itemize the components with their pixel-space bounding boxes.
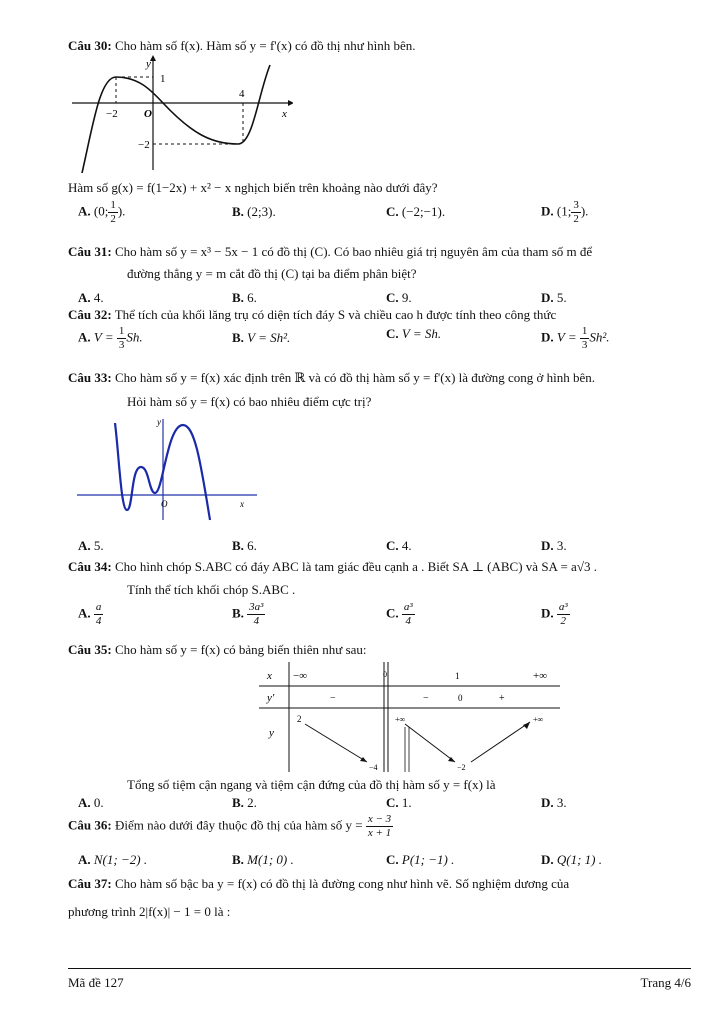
option-text: 3.: [556, 795, 567, 810]
option-text: 4.: [401, 538, 412, 553]
table-yp-sign: 0: [458, 693, 463, 703]
option-letter: C.: [386, 204, 399, 219]
option-letter: B.: [232, 290, 244, 305]
q34-option-c[interactable]: [386, 602, 415, 627]
option-letter: A.: [78, 605, 91, 621]
option-letter: A.: [78, 290, 91, 305]
option-text: 3.: [556, 538, 567, 553]
q35-variation-table: [255, 662, 565, 774]
table-yp-label: y': [267, 692, 275, 704]
q36-fraction: [366, 814, 393, 839]
numerator: 3: [573, 199, 579, 211]
option-pre: V =: [93, 329, 117, 345]
q34-option-a[interactable]: [78, 602, 103, 627]
q36-text: Điểm nào dưới đây thuộc đồ thị của hàm số y =: [114, 817, 363, 833]
q35-question: Tổng số tiệm cận ngang và tiệm cận đứng của đồ thị hàm số y = f(x) là: [127, 777, 496, 792]
numerator: a³: [558, 601, 568, 613]
option-letter: C.: [386, 326, 399, 341]
q36-label: Câu 36:: [68, 817, 112, 833]
option-letter: C.: [386, 795, 399, 810]
fraction: [108, 200, 118, 225]
q31-label: Câu 31:: [68, 244, 112, 259]
table-yp-sign: −: [330, 693, 336, 704]
table-y-val: −2: [457, 763, 466, 772]
option-letter: B.: [232, 538, 244, 553]
q34-option-d[interactable]: [541, 602, 570, 627]
option-letter: D.: [541, 538, 554, 553]
option-pre: (0;: [93, 203, 109, 219]
q31-option-c[interactable]: [386, 290, 412, 306]
table-x-val: −∞: [293, 670, 308, 682]
option-letter: B.: [232, 852, 244, 867]
q32-option-b[interactable]: [232, 330, 290, 346]
fraction: [557, 602, 570, 627]
q35-intro: Cho hàm số y = f(x) có bảng biến thiên như sau:: [114, 642, 367, 657]
q35-option-d[interactable]: [541, 795, 567, 811]
fraction: [94, 602, 104, 627]
q35-option-b[interactable]: [232, 795, 257, 811]
fraction: [580, 326, 590, 351]
option-letter: A.: [78, 795, 91, 810]
q33-y-label: y: [157, 417, 161, 427]
q33-line1: Cho hàm số y = f(x) xác định trên ℝ và có đồ thị hàm số y = f'(x) là đường cong ở hình bên.: [114, 370, 595, 385]
q35-stem: [68, 642, 367, 658]
q31-option-a[interactable]: [78, 290, 104, 306]
option-text: M(1; 0) .: [247, 852, 294, 867]
denominator: 4: [253, 615, 260, 627]
q30-origin-label: O: [144, 108, 152, 120]
option-letter: D.: [541, 290, 554, 305]
numerator: a: [95, 601, 102, 613]
q33-option-b[interactable]: [232, 538, 257, 554]
q32-label: Câu 32:: [68, 307, 112, 322]
denominator: 2: [573, 213, 579, 225]
q34-label: Câu 34:: [68, 559, 112, 574]
option-text: 2.: [247, 795, 257, 810]
option-text: 4.: [93, 290, 104, 305]
q34-line1: Cho hình chóp S.ABC có đáy ABC là tam giác đều cạnh a . Biết SA ⊥ (ABC) và SA = a√3 .: [114, 559, 597, 574]
q33-option-c[interactable]: [386, 538, 412, 554]
option-letter: A.: [78, 538, 91, 553]
denominator: 2: [110, 213, 116, 225]
option-text: 5.: [556, 290, 567, 305]
option-pre: (1;: [556, 203, 572, 219]
q30-tick-1: 1: [160, 73, 166, 85]
option-letter: B.: [232, 795, 244, 810]
option-letter: D.: [541, 605, 554, 621]
q30-option-d[interactable]: [541, 200, 588, 225]
fraction: [402, 602, 415, 627]
q30-option-b[interactable]: [232, 204, 276, 220]
table-arrow-up: [471, 722, 530, 762]
table-yp-sign: +: [499, 693, 505, 704]
q30-stem: [68, 38, 415, 54]
option-text: V = Sh².: [247, 330, 291, 345]
option-letter: A.: [78, 852, 91, 867]
q30-tick-neg2: −2: [106, 108, 118, 120]
q32-option-d[interactable]: [541, 326, 610, 351]
footer-page: Trang 4/6: [640, 975, 691, 990]
denominator: 3: [581, 339, 588, 351]
q34-stem: [68, 559, 597, 575]
q31-line2: đường thẳng y = m cắt đồ thị (C) tại ba điểm phân biệt?: [127, 266, 417, 281]
option-letter: D.: [541, 329, 554, 345]
table-x-val: +∞: [533, 670, 548, 682]
option-letter: C.: [386, 852, 399, 867]
q36-option-c[interactable]: [386, 852, 454, 868]
table-y-val: 2: [297, 714, 302, 724]
q31-option-b[interactable]: [232, 290, 257, 306]
q35-option-c[interactable]: [386, 795, 412, 811]
option-post: ).: [580, 203, 589, 219]
option-text: 5.: [93, 538, 104, 553]
option-letter: B.: [232, 204, 244, 219]
q30-graph: [68, 55, 293, 175]
table-yp-sign: −: [423, 693, 429, 704]
fraction: [247, 602, 265, 627]
option-letter: C.: [386, 605, 399, 621]
q37-line1: Cho hàm số bậc ba y = f(x) có đồ thị là đường cong như hình vẽ. Số nghiệm dương của: [114, 876, 570, 891]
option-letter: B.: [232, 330, 244, 345]
table-y-val: −4: [369, 763, 378, 772]
denominator: x + 1: [367, 827, 392, 839]
numerator: 1: [581, 325, 588, 337]
option-text: 1.: [401, 795, 412, 810]
q34-option-b[interactable]: [232, 602, 265, 627]
option-letter: C.: [386, 290, 399, 305]
q37-stem: [68, 876, 569, 892]
table-y-label: y: [269, 727, 274, 739]
option-letter: C.: [386, 538, 399, 553]
option-pre: V =: [556, 329, 580, 345]
q31-option-d[interactable]: [541, 290, 567, 306]
q33-option-d[interactable]: [541, 538, 567, 554]
option-post: ).: [117, 203, 126, 219]
q33-option-a[interactable]: [78, 538, 104, 554]
denominator: 3: [118, 339, 125, 351]
q37-label: Câu 37:: [68, 876, 112, 891]
q30-y-arrow-icon: [150, 55, 156, 61]
q36-option-a[interactable]: [78, 852, 147, 868]
option-text: V = Sh.: [401, 326, 442, 341]
q30-question: Hàm số g(x) = f(1−2x) + x² − x nghịch biến trên khoảng nào dưới đây?: [68, 180, 438, 195]
q33-label: Câu 33:: [68, 370, 112, 385]
footer-code: Mã đề 127: [68, 975, 124, 990]
table-y-val: +∞: [395, 715, 406, 724]
q30-y-label: y: [146, 58, 151, 70]
table-x-val: 1: [455, 671, 460, 681]
option-letter: D.: [541, 852, 554, 867]
q33-graph: [75, 415, 265, 525]
q35-option-a[interactable]: [78, 795, 104, 811]
fraction: [571, 200, 581, 225]
option-text: 0.: [93, 795, 104, 810]
q35-label: Câu 35:: [68, 642, 112, 657]
q30-x-arrow-icon: [288, 100, 293, 106]
q30-x-label: x: [282, 108, 287, 120]
q32-text: Thể tích của khối lăng trụ có diện tích đáy S và chiều cao h được tính theo công thức: [114, 307, 557, 322]
q30-intro: Cho hàm số f(x). Hàm số y = f'(x) có đồ thị như hình bên.: [114, 38, 416, 53]
q37-line2: phương trình 2|f(x)| − 1 = 0 là :: [68, 904, 231, 919]
q30-label: Câu 30:: [68, 38, 112, 53]
q36-option-d[interactable]: [541, 852, 602, 868]
arrowhead-icon: [360, 757, 367, 762]
table-y-val: +∞: [533, 715, 544, 724]
option-text: Q(1; 1) .: [556, 852, 603, 867]
q33-origin-label: O: [161, 499, 168, 509]
q33-stem: [68, 370, 595, 386]
q32-stem: [68, 307, 556, 323]
footer-rule: [68, 968, 691, 969]
table-arrow-down-2: [405, 724, 455, 762]
q30-tick-4: 4: [239, 88, 245, 100]
option-text: 6.: [247, 290, 257, 305]
arrowhead-icon: [523, 722, 530, 729]
option-letter: A.: [78, 203, 91, 219]
table-arrow-down-1: [305, 724, 367, 762]
table-x-label: x: [267, 670, 272, 682]
q30-option-a[interactable]: [78, 200, 125, 225]
option-text: (−2;−1).: [401, 204, 446, 219]
option-text: P(1; −1) .: [401, 852, 455, 867]
numerator: 1: [110, 199, 116, 211]
option-text: (2;3).: [247, 204, 276, 219]
q31-stem: [68, 244, 592, 260]
numerator: x − 3: [367, 813, 392, 825]
option-letter: D.: [541, 203, 554, 219]
option-post: Sh².: [589, 329, 610, 345]
q30-tick-neg2-y: −2: [138, 139, 150, 151]
option-text: 9.: [401, 290, 412, 305]
q36-stem: [68, 814, 393, 839]
denominator: 4: [95, 615, 102, 627]
q33-line2: Hỏi hàm số y = f(x) có bao nhiêu điểm cực trị?: [127, 394, 372, 409]
q34-line2: Tính thể tích khối chóp S.ABC .: [127, 582, 296, 597]
fraction: [117, 326, 127, 351]
denominator: 4: [405, 615, 412, 627]
q36-option-b[interactable]: [232, 852, 294, 868]
option-letter: B.: [232, 605, 244, 621]
numerator: a³: [403, 601, 413, 613]
option-letter: D.: [541, 795, 554, 810]
q30-option-c[interactable]: [386, 204, 445, 220]
option-post: Sh.: [126, 329, 143, 345]
option-text: 6.: [247, 538, 257, 553]
table-x-val: 0: [383, 670, 387, 679]
option-text: N(1; −2) .: [93, 852, 148, 867]
q33-x-label: x: [240, 499, 244, 509]
q31-line1: Cho hàm số y = x³ − 5x − 1 có đồ thị (C). Có bao nhiêu giá trị nguyên âm của tham số m để: [114, 244, 593, 259]
q32-option-c[interactable]: [386, 326, 441, 342]
denominator: 2: [560, 615, 567, 627]
numerator: 3a³: [249, 601, 264, 613]
numerator: 1: [118, 325, 125, 337]
q32-option-a[interactable]: [78, 326, 143, 351]
option-letter: A.: [78, 329, 91, 345]
